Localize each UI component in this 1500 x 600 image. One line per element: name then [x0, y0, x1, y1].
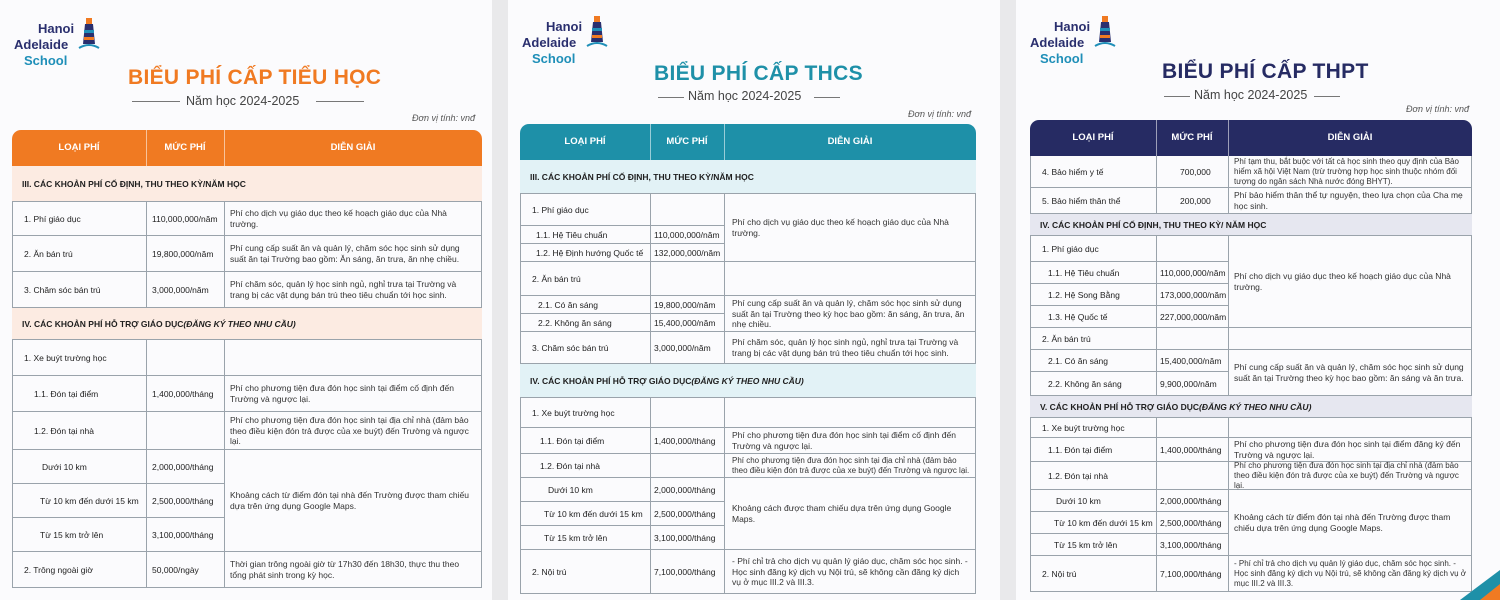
header-description: DIỄN GIẢI [1327, 132, 1373, 143]
merged-description: Phí cho dịch vụ giáo dục theo kế hoạch giáo dục của Nhà trường. [732, 217, 949, 238]
table-row: 2. Trông ngoài giờ 50,000/ngày Thời gian trông ngoài giờ từ 17h30 đến 18h30, thực thu theo tổng phát sinh trong kỳ học. [12, 552, 482, 588]
table-row: 2. Ăn bán trú 19,800,000/năm Phí cung cấp suất ăn và quản lý, chăm sóc học sinh sử dụng suất ăn tại Trường bao gồm: Ăn sáng, ăn trưa, ăn nhẹ chiều. [12, 236, 482, 272]
table-row: 1. Xe buýt trường học [1030, 418, 1472, 438]
divider [1164, 96, 1190, 97]
merged-description: Khoảng cách từ điểm đón tại nhà đến Trường được tham chiếu dựa trên ứng dụng Google Maps. [1234, 512, 1451, 533]
page-title: BIỂU PHÍ CẤP THCS [654, 62, 863, 85]
section-heading: IV. CÁC KHOẢN PHÍ CỐ ĐỊNH, THU THEO KỲ/ NĂM HỌC [1030, 214, 1472, 236]
table-row: 2. Nội trú 7,100,000/tháng - Phí chỉ trả cho dịch vụ quản lý giáo dục, chăm sóc học sinh. - Học sinh đăng ký dịch vụ Nội trú, sẽ không cần đăng ký dịch vụ ở mục III.2 và III.3. [520, 550, 976, 594]
header-fee-type: LOẠI PHÍ [564, 136, 606, 147]
table-row: Từ 15 km trở lên 3,100,000/tháng [12, 518, 482, 552]
fee-sheet-secondary [508, 0, 1000, 600]
table-row: 1.1. Hệ Tiêu chuẩn 110,000,000/năm [520, 226, 724, 244]
table-row: Từ 15 km trở lên 3,100,000/tháng [520, 526, 976, 550]
table-row: 1.2. Hệ Định hướng Quốc tế 132,000,000/năm [520, 244, 976, 262]
table-row: 1.2. Đón tại nhà Phí cho phương tiện đưa đón học sinh tại địa chỉ nhà (đảm bảo theo điều kiện đón trả được của xe buýt) đến Trường và ngược lại. [1030, 462, 1472, 490]
section-heading: IV. CÁC KHOẢN PHÍ HỖ TRỢ GIÁO DỤC (ĐĂNG KÝ THEO NHU CẦU) [12, 308, 482, 340]
table-row: 1.2. Hệ Song Bằng 173,000,000/năm [1030, 284, 1228, 306]
school-year: Năm học 2024-2025 [688, 89, 802, 103]
lighthouse-icon [586, 16, 608, 50]
merged-description: Khoảng cách từ điểm đón tại nhà đến Trường được tham chiếu dựa trên ứng dụng Google Maps. [230, 490, 469, 511]
school-logo: Hanoi Adelaide School [1030, 16, 1130, 76]
table-row: 1.2. Đón tại nhà Phí cho phương tiện đưa đón học sinh tại địa chỉ nhà (đảm bảo theo điều kiện đón trả được của xe buýt) đến Trường và ngược lại. [520, 454, 976, 478]
header-fee-amount: MỨC PHÍ [666, 136, 708, 147]
page-title: BIỂU PHÍ CẤP THPT [1162, 60, 1369, 83]
table-row: 1.2. Đón tại nhà Phí cho phương tiện đưa đón học sinh tại địa chỉ nhà (đảm bảo theo điều kiện đón trả được của xe buýt) đến Trường và ngược lại. [12, 412, 482, 450]
merged-description: Phí cung cấp suất ăn và quản lý, chăm sóc học sinh sử dụng suất ăn tại Trường theo kỳ học bao gồm: ăn sáng và ăn trưa. [1234, 362, 1464, 383]
corner-decoration [1440, 570, 1500, 600]
divider [1314, 96, 1340, 97]
divider [132, 101, 180, 102]
school-year: Năm học 2024-2025 [186, 94, 300, 108]
school-year: Năm học 2024-2025 [1194, 88, 1308, 102]
header-description: DIỄN GIẢI [330, 142, 376, 153]
section-heading: V. CÁC KHOẢN PHÍ HỖ TRỢ GIÁO DỤC (ĐĂNG KÝ THEO NHU CẦU) [1030, 396, 1472, 418]
table-row: Từ 10 km đến dưới 15 km 2,500,000/tháng [12, 484, 224, 518]
lighthouse-icon [78, 18, 100, 52]
table-row: 1.1. Đón tại điểm 1,400,000/tháng Phí cho phương tiện đưa đón học sinh tại điểm cố định đến Trường và ngược lại. [12, 376, 482, 412]
table-row: Từ 15 km trở lên 3,100,000/tháng [1030, 534, 1472, 556]
header-fee-type: LOẠI PHÍ [1072, 132, 1114, 143]
table-row: 1. Phí giáo dục [1030, 236, 1228, 262]
school-logo: Hanoi Adelaide School [14, 18, 114, 78]
table-row: Từ 10 km đến dưới 15 km 2,500,000/tháng [520, 502, 724, 526]
table-row: 3. Chăm sóc bán trú 3,000,000/năm Phí chăm sóc, quản lý học sinh ngủ, nghỉ trưa tại Trường và trang bị các vật dụng bán trú theo tiêu chuẩn tới học sinh. [12, 272, 482, 308]
fee-table [1030, 120, 1472, 592]
fee-table [520, 124, 976, 594]
page-title: BIỂU PHÍ CẤP TIỂU HỌC [128, 66, 382, 89]
table-row: Dưới 10 km 2,000,000/tháng [12, 450, 224, 484]
merged-description: Phí cung cấp suất ăn và quản lý, chăm sóc học sinh sử dụng suất ăn tại Trường theo kỳ học bao gồm: ăn sáng, ăn trưa, ăn nhẹ chiều. [732, 298, 965, 330]
table-row: 1.1. Đón tại điểm 1,400,000/tháng Phí cho phương tiện đưa đón học sinh tại điểm cố định đến Trường và ngược lại. [520, 428, 976, 454]
table-row: 1. Xe buýt trường học [12, 340, 482, 376]
table-row: 1. Phí giáo dục [520, 194, 724, 226]
school-logo: Hanoi Adelaide School [522, 16, 622, 76]
table-row: 1.1. Hệ Tiêu chuẩn 110,000,000/năm [1030, 262, 1228, 284]
section-heading: III. CÁC KHOẢN PHÍ CỐ ĐỊNH, THU THEO KỲ/NĂM HỌC [12, 166, 482, 202]
table-row: 4. Bảo hiểm y tế 700,000 Phí tạm thu, bắt buộc với tất cả học sinh theo quy định của Bảo hiểm xã hội Việt Nam (trừ trường hợp học sinh thuộc nhóm đối tượng do ngân sách Nhà nước đóng BHYT). [1030, 156, 1472, 188]
divider [316, 101, 364, 102]
header-fee-amount: MỨC PHÍ [1171, 132, 1213, 143]
table-row: 2.1. Có ăn sáng 15,400,000/năm [1030, 350, 1228, 372]
table-row: 5. Bảo hiểm thân thể 200,000 Phí bảo hiểm thân thể tự nguyện, theo lựa chọn của Cha mẹ học sinh. [1030, 188, 1472, 214]
header-description: DIỄN GIẢI [827, 136, 873, 147]
table-row: 2.2. Không ăn sáng 9,900,000/năm [1030, 372, 1472, 396]
table-row: 2.1. Có ăn sáng 19,800,000/năm [520, 296, 724, 314]
divider [658, 97, 684, 98]
table-row: 2.2. Không ăn sáng 15,400,000/năm [520, 314, 976, 332]
fee-sheet-highschool [1016, 0, 1500, 600]
table-row: 1.1. Đón tại điểm 1,400,000/tháng Phí cho phương tiện đưa đón học sinh tại điểm đăng ký đến Trường và ngược lại. [1030, 438, 1472, 462]
table-row: 1. Xe buýt trường học [520, 398, 976, 428]
lighthouse-icon [1094, 16, 1116, 50]
table-row: 2. Ăn bán trú [520, 262, 976, 296]
table-row: 1. Phí giáo dục 110,000,000/năm Phí cho dịch vụ giáo dục theo kế hoạch giáo dục của Nhà trường. [12, 202, 482, 236]
table-row: 2. Ăn bán trú [1030, 328, 1472, 350]
table-row: Dưới 10 km 2,000,000/tháng [1030, 490, 1228, 512]
header-fee-amount: MỨC PHÍ [164, 142, 206, 153]
unit-note: Đơn vị tính: vnđ [1406, 104, 1469, 114]
table-row: 3. Chăm sóc bán trú 3,000,000/năm Phí chăm sóc, quản lý học sinh ngủ, nghỉ trưa tại Trường và trang bị các vật dụng bán trú theo tiêu chuẩn tới học sinh. [520, 332, 976, 364]
fee-sheet-primary [0, 0, 492, 600]
section-heading: IV. CÁC KHOẢN PHÍ HỖ TRỢ GIÁO DỤC (ĐĂNG KÝ THEO NHU CẦU) [520, 364, 976, 398]
table-row: 1.3. Hệ Quốc tế 227,000,000/năm [1030, 306, 1472, 328]
divider [814, 97, 840, 98]
fee-table [12, 130, 482, 588]
table-row: Từ 10 km đến dưới 15 km 2,500,000/tháng [1030, 512, 1228, 534]
table-row: 2. Nội trú 7,100,000/tháng - Phí chỉ trả cho dịch vụ quản lý giáo dục, chăm sóc học sinh. - Học sinh đăng ký dịch vụ Nội trú, sẽ không cần đăng ký dịch vụ ở mục III.2 và III.3. [1030, 556, 1472, 592]
merged-description: Khoảng cách được tham chiếu dựa trên ứng dụng Google Maps. [732, 503, 952, 524]
unit-note: Đơn vị tính: vnđ [908, 109, 971, 119]
section-heading: III. CÁC KHOẢN PHÍ CỐ ĐỊNH, THU THEO KỲ/NĂM HỌC [520, 160, 976, 194]
merged-description: Phí cho dịch vụ giáo dục theo kế hoạch giáo dục của Nhà trường. [1234, 271, 1451, 292]
unit-note: Đơn vị tính: vnđ [412, 113, 475, 123]
header-fee-type: LOẠI PHÍ [58, 142, 100, 153]
table-row: Dưới 10 km 2,000,000/tháng [520, 478, 724, 502]
